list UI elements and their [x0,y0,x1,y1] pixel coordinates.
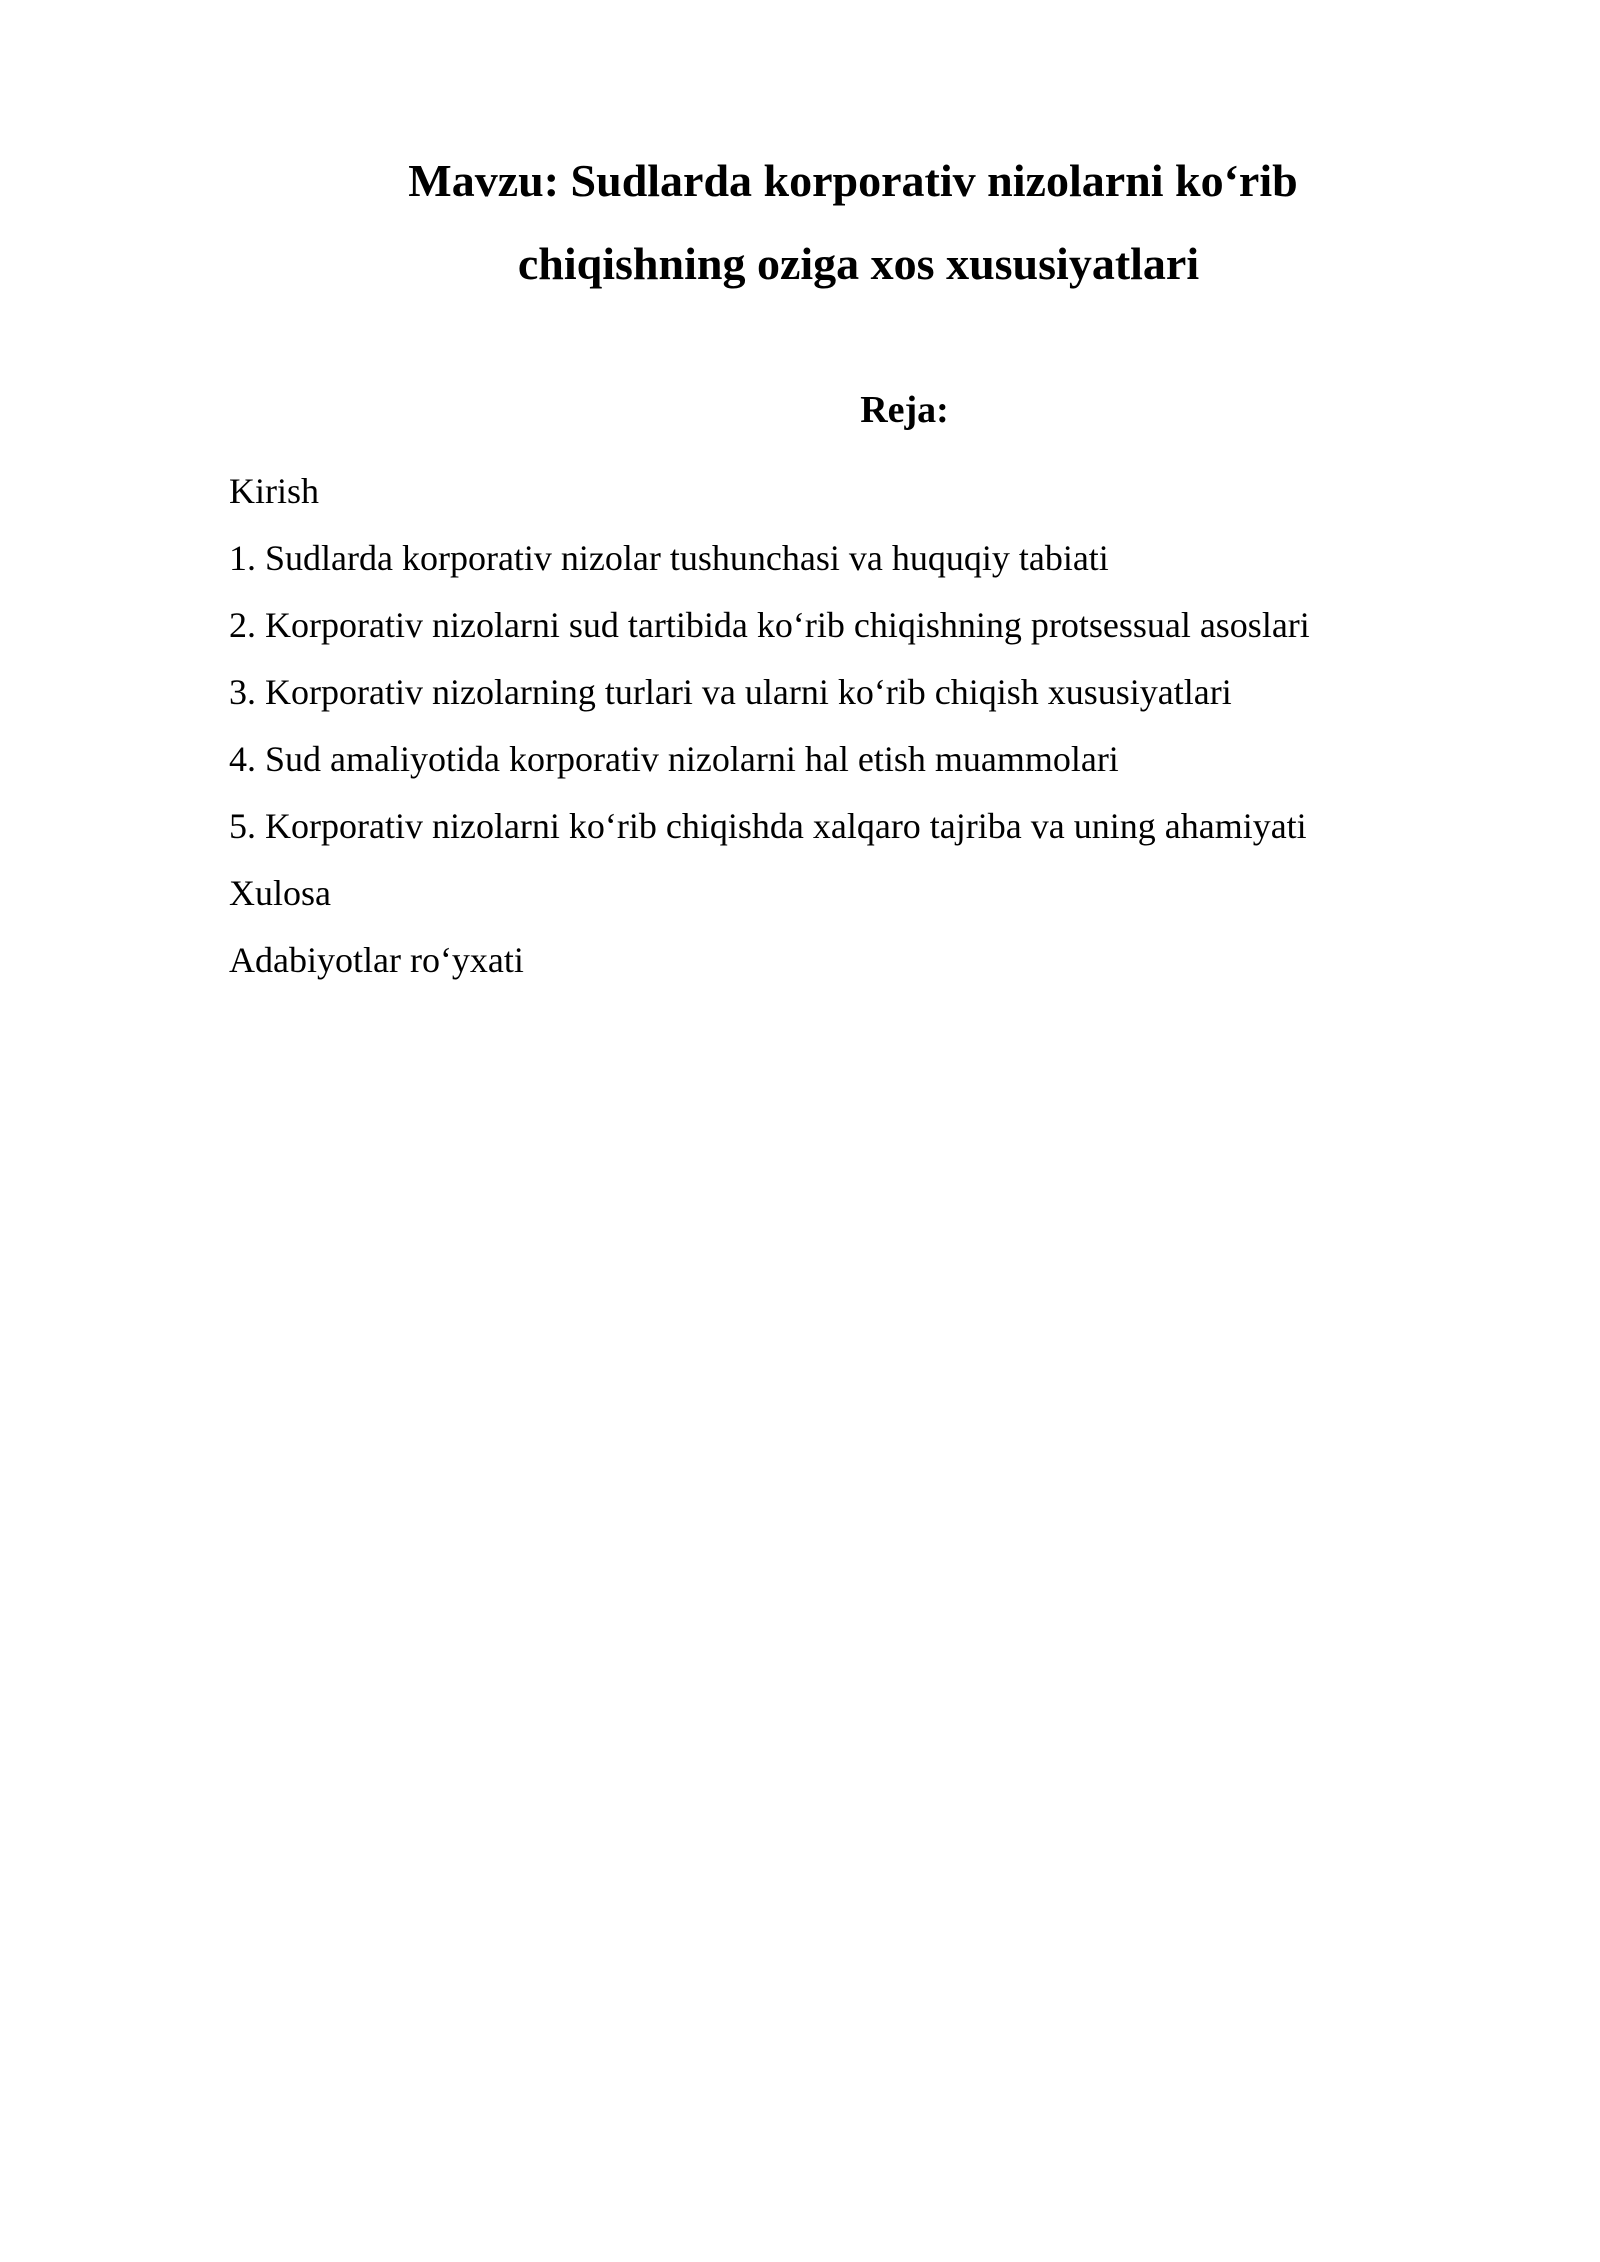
plan-item-references: Adabiyotlar ro‘yxati [229,940,524,980]
plan-item-3: 3. Korporativ nizolarning turlari va ularni ko‘rib chiqish xususiyatlari [229,672,1232,712]
document-title-line-2: chiqishning oziga xos xususiyatlari [517,238,1200,289]
plan-item-conclusion: Xulosa [229,873,331,913]
document-title-line-1: Mavzu: Sudlarda korporativ nizolarni ko‘rib [408,155,1298,206]
plan-list [229,458,1310,994]
plan-item-5: 5. Korporativ nizolarni ko‘rib chiqishda xalqaro tajriba va uning ahamiyati [229,806,1307,846]
plan-item-1: 1. Sudlarda korporativ nizolar tushunchasi va huquqiy tabiati [229,538,1109,578]
plan-item-2: 2. Korporativ nizolarni sud tartibida ko‘rib chiqishning protsessual asoslari [229,605,1310,645]
plan-item-4: 4. Sud amaliyotida korporativ nizolarni hal etish muammolari [229,739,1119,779]
plan-item-introduction: Kirish [229,471,319,511]
plan-heading: Reja: [860,389,949,431]
